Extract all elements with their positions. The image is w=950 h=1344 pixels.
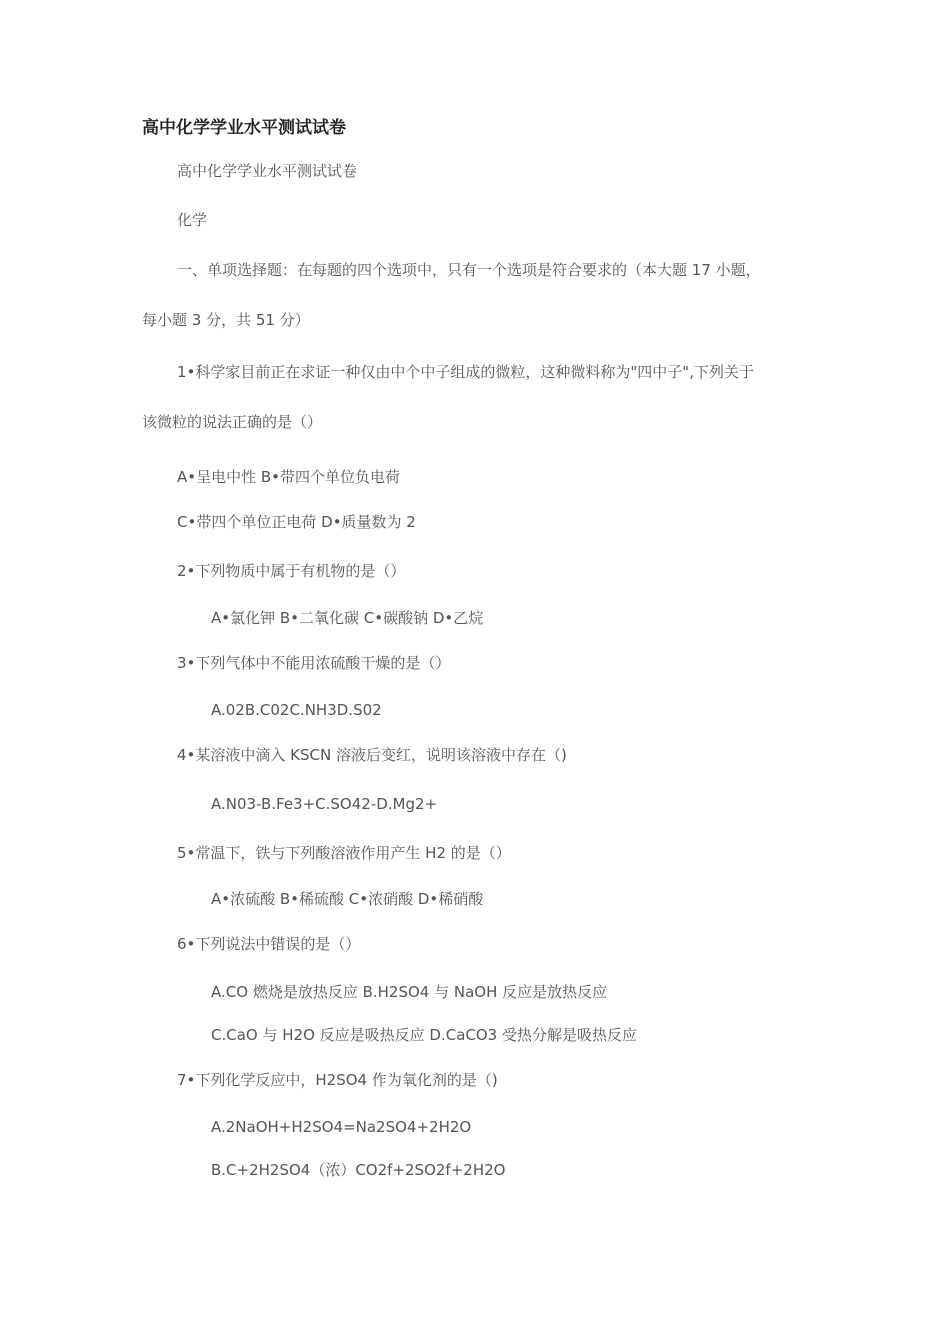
question-2: 2•下列物质中属于有机物的是（） (177, 562, 406, 580)
question-4: 4•某溶液中滴入 KSCN 溶液后变红，说明该溶液中存在（) (177, 746, 567, 764)
question-1-options-line2: C•带四个单位正电荷 D•质量数为 2 (177, 513, 416, 531)
question-7: 7•下列化学反应中，H2SO4 作为氧化剂的是（) (177, 1071, 498, 1089)
question-5: 5•常温下，铁与下列酸溶液作用产生 H2 的是（） (177, 844, 511, 862)
question-7-option-a: A.2NaOH+H2SO4=Na2SO4+2H2O (211, 1118, 472, 1136)
question-1-line2: 该微粒的说法正确的是（） (142, 413, 323, 431)
question-6-options-line1: A.CO 燃烧是放热反应 B.H2SO4 与 NaOH 反应是放热反应 (211, 983, 608, 1001)
question-1-line1: 1•科学家目前正在求证一种仅由中个中子组成的微粒，这种微料称为"四中子",下列关于 (177, 363, 754, 381)
document-subtitle: 高中化学学业水平测试试卷 (177, 162, 358, 180)
question-6: 6•下列说法中错误的是（） (177, 935, 361, 953)
question-1-options-line1: A•呈电中性 B•带四个单位负电荷 (177, 468, 401, 486)
question-3: 3•下列气体中不能用浓硫酸干燥的是（） (177, 654, 451, 672)
question-6-options-line2: C.CaO 与 H2O 反应是吸热反应 D.CaCO3 受热分解是吸热反应 (211, 1026, 637, 1044)
question-7-option-b: B.C+2H2SO4（浓）CO2f+2SO2f+2H2O (211, 1161, 506, 1179)
document-title: 高中化学学业水平测试试卷 (142, 118, 346, 138)
question-2-options: A•氯化钾 B•二氧化碳 C•碳酸钠 D•乙烷 (211, 609, 484, 627)
section-heading-line1: 一、单项选择题：在每题的四个选项中，只有一个选项是符合要求的（本大题 17 小题， (177, 261, 761, 279)
question-4-options: A.N03-B.Fe3+C.SO42-D.Mg2+ (211, 795, 438, 813)
question-5-options: A•浓硫酸 B•稀硫酸 C•浓硝酸 D•稀硝酸 (211, 890, 484, 908)
question-3-options: A.02B.C02C.NH3D.S02 (211, 701, 382, 719)
section-heading-line2: 每小题 3 分，共 51 分） (142, 311, 310, 329)
subject-label: 化学 (177, 211, 208, 229)
